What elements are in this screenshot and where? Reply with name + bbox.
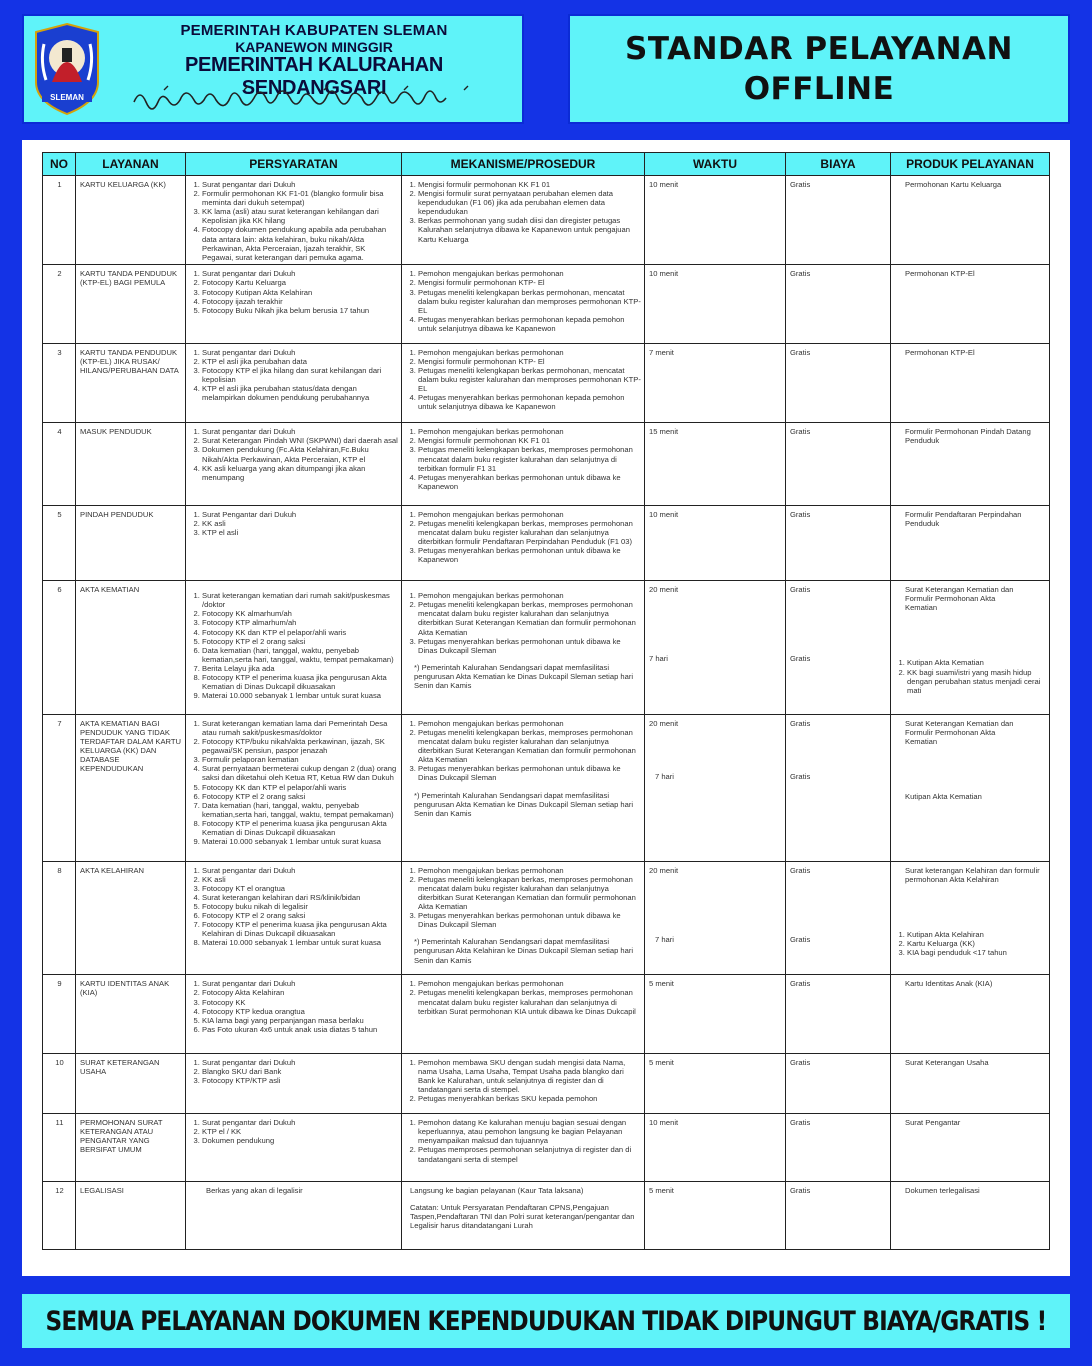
- row-persyaratan: Berkas yang akan di legalisir: [186, 1181, 402, 1249]
- col-header-biaya: BIAYA: [786, 153, 891, 176]
- list-item: 2. Petugas menyerahkan berkas SKU kepada pemohon: [418, 1094, 641, 1103]
- row-mekanisme: [402, 861, 645, 975]
- sleman-emblem-icon: [32, 22, 102, 116]
- row-catatan: *) Pemerintah Kalurahan Sendangsari dapat memfasilitasi pengurusan Akta Kematian ke Dinas Dukcapil Sleman setiap hari Senin dan Kamis: [414, 790, 634, 818]
- row-mekanisme: [402, 1114, 645, 1181]
- list-item: 3. Petugas meneliti kelengkapan berkas, memproses permohonan mencatat dalam buku register kalurahan dan selanjutnya di terbitkan formulir F1 31: [418, 445, 641, 472]
- row-biaya: [786, 861, 891, 975]
- row-layanan: PINDAH PENDUDUK: [76, 505, 186, 580]
- table-row: [43, 176, 1050, 265]
- list-item: 9. Materai 10.000 sebanyak 1 lembar untuk surat kuasa: [202, 691, 398, 700]
- footer-free-service-notice: SEMUA PELAYANAN DOKUMEN KEPENDUDUKAN TIDAK DIPUNGUT BIAYA/GRATIS !: [45, 1305, 1047, 1337]
- list-item: 2. Fotocopy KK almarhum/ah: [202, 609, 398, 618]
- row-layanan: KARTU KELUARGA (KK): [76, 176, 186, 265]
- biaya-value: Gratis: [790, 934, 811, 944]
- list-item: 3. Petugas menyerahkan berkas permohonan untuk dibawa ke Dinas Dukcapil Sleman: [418, 764, 641, 782]
- table-row: [43, 423, 1050, 505]
- row-biaya: [786, 714, 891, 861]
- list-item: 6. Pas Foto ukuran 4x6 untuk anak usia diatas 5 tahun: [202, 1025, 398, 1034]
- row-no: 2: [43, 265, 76, 343]
- table-row: [43, 714, 1050, 861]
- row-layanan: AKTA KELAHIRAN: [76, 861, 186, 975]
- biaya-value: Gratis: [790, 771, 811, 781]
- list-item: 4. KK asli keluarga yang akan ditumpangi jika akan menumpang: [202, 464, 398, 482]
- row-waktu: 5 menit: [645, 1181, 786, 1249]
- row-no: 7: [43, 714, 76, 861]
- table-row: [43, 505, 1050, 580]
- row-mekanisme: [402, 265, 645, 343]
- waktu-value: 20 menit: [649, 718, 679, 728]
- list-item: 7. Data kematian (hari, tanggal, waktu, penyebab kematian,serta hari, tanggal, waktu, tempat pemakaman): [202, 801, 398, 819]
- row-mekanisme: [402, 423, 645, 505]
- list-item: 2. Petugas meneliti kelengkapan berkas, memproses permohonan mencatat dalam buku register kalurahan dan selanjutnya di terbitkan Surat permohonan KIA untuk dibawa ke Dinas Dukcapil: [418, 988, 641, 1015]
- list-item: 3. KIA bagi penduduk <17 tahun: [907, 948, 1046, 957]
- row-mekanisme: [402, 505, 645, 580]
- title-offline: OFFLINE: [743, 71, 895, 107]
- row-produk: Surat Keterangan Usaha: [891, 1053, 1050, 1113]
- list-item: 4. Petugas menyerahkan berkas permohonan kepada pemohon untuk selanjutnya dibawa ke Kapanewon: [418, 393, 641, 411]
- list-item: 8. Fotocopy KTP el penerima kuasa jika pengurusan Akta Kematian di Dinas Dukcapil dikuasakan: [202, 673, 398, 691]
- row-no: 4: [43, 423, 76, 505]
- row-layanan: MASUK PENDUDUK: [76, 423, 186, 505]
- list-item: 2. KTP el asli jika perubahan data: [202, 357, 398, 366]
- row-persyaratan: [186, 423, 402, 505]
- row-no: 5: [43, 505, 76, 580]
- list-item: 3. KK lama (asli) atau surat keterangan kehilangan dari Kepolisian jika KK hilang: [202, 207, 398, 225]
- list-item: 3. Fotocopy KTP el jika hilang dan surat kehilangan dari kepolisian: [202, 366, 398, 384]
- row-biaya: Gratis: [786, 1053, 891, 1113]
- list-item: 2. Petugas meneliti kelengkapan berkas, memproses permohonan mencatat dalam buku register kalurahan dan selanjutnya diterbitkan formulir Pendaftaran Perpindahan Penduduk (F1 03): [418, 519, 641, 546]
- row-produk: Permohonan KTP-El: [891, 265, 1050, 343]
- list-item: 2. Fotocopy Kartu Keluarga: [202, 278, 398, 287]
- row-persyaratan: [186, 861, 402, 975]
- list-item: 5. KIA lama bagi yang perpanjangan masa berlaku: [202, 1016, 398, 1025]
- list-item: 4. Surat keterangan kelahiran dari RS/klinik/bidan: [202, 893, 398, 902]
- list-item: 1. Pemohon mengajukan berkas permohonan: [418, 269, 641, 278]
- header-line-regency: PEMERINTAH KABUPATEN SLEMAN: [180, 22, 448, 39]
- list-item: 1. Surat pengantar dari Dukuh: [202, 1118, 398, 1127]
- list-item: 3. Petugas meneliti kelengkapan berkas permohonan, mencatat dalam buku register kalurahan dan memproses permohonan KTP-EL: [418, 288, 641, 315]
- list-item: 4. Fotocopy KTP kedua orangtua: [202, 1007, 398, 1016]
- list-item: 3. Fotocopy KK: [202, 998, 398, 1007]
- list-item: 6. Data kematian (hari, tanggal, waktu, penyebab kematian,serta hari, tanggal, waktu, tempat pemakaman): [202, 646, 398, 664]
- list-item: 3. Petugas menyerahkan berkas permohonan untuk dibawa ke Kapanewon: [418, 546, 641, 564]
- list-item: 3. Formulir pelaporan kematian: [202, 755, 398, 764]
- row-layanan: KARTU TANDA PENDUDUK (KTP-EL) BAGI PEMULA: [76, 265, 186, 343]
- table-header-row: [43, 153, 1050, 176]
- produk-value: Surat Keterangan Kematian dan Formulir Permohonan Akta Kematian: [905, 718, 1014, 747]
- list-item: 1. Pemohon mengajukan berkas permohonan: [418, 591, 641, 600]
- list-item: 2. KK asli: [202, 519, 398, 528]
- list-item: 1. Pemohon mengajukan berkas permohonan: [418, 348, 641, 357]
- list-item: 1. Surat pengantar dari Dukuh: [202, 427, 398, 436]
- row-mekanisme: [402, 975, 645, 1053]
- list-item: 3. Dokumen pendukung: [202, 1136, 398, 1145]
- list-item: 2. Petugas meneliti kelengkapan berkas, memproses permohonan mencatat dalam buku register kalurahan dan selanjutnya diterbitkan Surat Keterangan Kematian dan formulir permohonan Akta Kematian: [418, 600, 641, 636]
- list-item: 3. Fotocopy Kutipan Akta Kelahiran: [202, 288, 398, 297]
- row-persyaratan: [186, 343, 402, 422]
- list-item: 1. Surat pengantar dari Dukuh: [202, 979, 398, 988]
- list-item: 2. KTP el / KK: [202, 1127, 398, 1136]
- list-item: 1. Pemohon mengajukan berkas permohonan: [418, 866, 641, 875]
- col-header-layanan: LAYANAN: [76, 153, 186, 176]
- row-no: 1: [43, 176, 76, 265]
- title-standar-pelayanan: STANDAR PELAYANAN: [625, 31, 1013, 67]
- row-layanan: AKTA KEMATIAN BAGI PENDUDUK YANG TIDAK TERDAFTAR DALAM KARTU KELUARGA (KK) DAN DATABASE KEPENDUDUKAN: [76, 714, 186, 861]
- list-item: 1. Kutipan Akta Kelahiran: [907, 930, 1046, 939]
- row-produk: Formulir Permohonan Pindah Datang Penduduk: [891, 423, 1050, 505]
- list-item: 5. Fotocopy KTP el 2 orang saksi: [202, 637, 398, 646]
- row-no: 12: [43, 1181, 76, 1249]
- row-produk: Permohonan KTP-El: [891, 343, 1050, 422]
- row-persyaratan: [186, 1053, 402, 1113]
- list-item: 2. Petugas meneliti kelengkapan berkas, memproses permohonan mencatat dalam buku register kalurahan dan selanjutnya diterbitkan Surat Keterangan Kematian dan formulir permohonan Akta Kematian: [418, 728, 641, 764]
- list-item: 1. Surat pengantar dari Dukuh: [202, 180, 398, 189]
- waktu-value: 7 hari: [649, 654, 668, 664]
- row-biaya: Gratis: [786, 265, 891, 343]
- list-item: 2. Surat Keterangan Pindah WNI (SKPWNI) dari daerah asal: [202, 436, 398, 445]
- header-line-kapanewon: KAPANEWON MINGGIR: [235, 39, 393, 55]
- row-persyaratan: [186, 1114, 402, 1181]
- list-item: 1. Pemohon mengajukan berkas permohonan: [418, 979, 641, 988]
- list-item: 4. Petugas menyerahkan berkas permohonan untuk dibawa ke Kapanewon: [418, 473, 641, 491]
- list-item: 5. Fotocopy KK dan KTP el pelapor/ahli waris: [202, 783, 398, 792]
- row-waktu: 7 menit: [645, 343, 786, 422]
- row-no: 9: [43, 975, 76, 1053]
- row-mekanisme: [402, 1181, 645, 1249]
- row-biaya: Gratis: [786, 343, 891, 422]
- list-item: 3. Fotocopy KT el orangtua: [202, 884, 398, 893]
- list-item: 2. Blangko SKU dari Bank: [202, 1067, 398, 1076]
- row-mekanisme: [402, 581, 645, 715]
- biaya-value: Gratis: [790, 865, 811, 875]
- row-biaya: Gratis: [786, 505, 891, 580]
- row-produk: Dokumen terlegalisasi: [891, 1181, 1050, 1249]
- row-produk: [891, 861, 1050, 975]
- table-row: [43, 265, 1050, 343]
- col-header-produk: PRODUK PELAYANAN: [891, 153, 1050, 176]
- col-header-mekanisme: MEKANISME/PROSEDUR: [402, 153, 645, 176]
- list-item: 1. Surat pengantar dari Dukuh: [202, 1058, 398, 1067]
- list-item: 3. KTP el asli: [202, 528, 398, 537]
- list-item: 9. Materai 10.000 sebanyak 1 lembar untuk surat kuasa: [202, 837, 398, 846]
- list-item: 1. Surat pengantar dari Dukuh: [202, 866, 398, 875]
- footer-banner: [22, 1294, 1070, 1348]
- header-title-banner: [568, 14, 1070, 124]
- table-row: [43, 1181, 1050, 1249]
- list-item: 1. Surat keterangan kematian dari rumah sakit/puskesmas /doktor: [202, 591, 398, 609]
- col-header-waktu: WAKTU: [645, 153, 786, 176]
- list-item: 2. Kartu Keluarga (KK): [907, 939, 1046, 948]
- row-layanan: PERMOHONAN SURAT KETERANGAN ATAU PENGANTAR YANG BERSIFAT UMUM: [76, 1114, 186, 1181]
- row-waktu: 10 menit: [645, 1114, 786, 1181]
- list-item: 1. Surat pengantar dari Dukuh: [202, 348, 398, 357]
- list-item: 4. Fotocopy ijazah terakhir: [202, 297, 398, 306]
- list-item: 2. Petugas meneliti kelengkapan berkas, memproses permohonan mencatat dalam buku register kalurahan dan selanjutnya diterbitkan Surat Keterangan Kematian dan formulir permohonan Akta Kematian: [418, 875, 641, 911]
- produk-value: Kutipan Akta Kematian: [905, 792, 982, 802]
- service-table-panel: [22, 140, 1070, 1276]
- row-layanan: LEGALISASI: [76, 1181, 186, 1249]
- list-item: 2. Fotocopy KTP/buku nikah/akta perkawinan, ijazah, SK pegawai/SK pensiun, paspor jenazah: [202, 737, 398, 755]
- list-item: 1. Pemohon mengajukan berkas permohonan: [418, 510, 641, 519]
- list-item: 4. Fotocopy dokumen pendukung apabila ada perubahan data antara lain: akta kelahiran, buku nikah/Akta Perkawinan, Akta Perceraian, Ijazah terakhir, SK Pegawai, surat keterangan dari pemuka agama.: [202, 225, 398, 261]
- row-waktu: 5 menit: [645, 975, 786, 1053]
- table-row: [43, 861, 1050, 975]
- list-item: 8. Fotocopy KTP el penerima kuasa jika pengurusan Akta Kematian di Dinas Dukcapil dikuasakan: [202, 819, 398, 837]
- produk-value: Surat Keterangan Kematian dan Formulir Permohonan Akta Kematian: [905, 585, 1014, 613]
- list-item: 2. Mengisi formulir permohonan KTP- El: [418, 357, 641, 366]
- row-biaya: Gratis: [786, 975, 891, 1053]
- list-item: 3. Petugas menyerahkan berkas permohonan untuk dibawa ke Dinas Dukcapil Sleman: [418, 637, 641, 655]
- list-item: 1. Surat pengantar dari Dukuh: [202, 269, 398, 278]
- list-item: 3. Fotocopy KTP almarhum/ah: [202, 618, 398, 627]
- list-item: 3. Berkas permohonan yang sudah diisi dan diregister petugas Kalurahan selanjutnya dibawa ke Kapanewon untuk pengajuan Kartu Keluarga: [418, 216, 641, 243]
- row-persyaratan: [186, 505, 402, 580]
- list-item: 4. Fotocopy KK dan KTP el pelapor/ahli waris: [202, 628, 398, 637]
- row-mekanisme: [402, 714, 645, 861]
- list-item: 4. Petugas menyerahkan berkas permohonan kepada pemohon untuk selanjutnya dibawa ke Kapanewon: [418, 315, 641, 333]
- row-no: 10: [43, 1053, 76, 1113]
- header-left-banner: [22, 14, 524, 124]
- biaya-value: Gratis: [790, 718, 811, 728]
- produk-value: Surat keterangan Kelahiran dan formulir permohonan Akta Kelahiran: [905, 865, 1040, 884]
- row-mekanisme: [402, 343, 645, 422]
- table-row: [43, 1114, 1050, 1181]
- row-persyaratan: [186, 975, 402, 1053]
- list-item: 8. Materai 10.000 sebanyak 1 lembar untuk surat kuasa: [202, 938, 398, 947]
- list-item: 7. Berita Lelayu jika ada: [202, 664, 398, 673]
- row-persyaratan: [186, 581, 402, 715]
- list-item: 3. Fotocopy KTP/KTP asli: [202, 1076, 398, 1085]
- javanese-script-icon: [124, 82, 504, 112]
- list-item: 2. KK bagi suami/istri yang masih hidup dengan perubahan status menjadi cerai mati: [907, 668, 1046, 695]
- list-item: 2. Formulir permohonan KK F1-01 (blangko formulir bisa meminta dari dukuh setempat): [202, 189, 398, 207]
- row-layanan: KARTU TANDA PENDUDUK (KTP-EL) JIKA RUSAK/ HILANG/PERUBAHAN DATA: [76, 343, 186, 422]
- row-waktu: 10 menit: [645, 505, 786, 580]
- row-catatan: *) Pemerintah Kalurahan Sendangsari dapat memfasilitasi pengurusan Akta Kelahiran ke Dinas Dukcapil Sleman setiap hari Senin dan Kamis: [414, 937, 634, 965]
- service-standard-table: [42, 152, 1050, 1250]
- row-biaya: [786, 581, 891, 715]
- biaya-value: Gratis: [790, 654, 811, 664]
- row-no: 3: [43, 343, 76, 422]
- mekanisme-value: Langsung ke bagian pelayanan (Kaur Tata laksana): [410, 1185, 584, 1195]
- col-header-no: NO: [43, 153, 76, 176]
- row-waktu: 10 menit: [645, 265, 786, 343]
- row-waktu: [645, 581, 786, 715]
- row-layanan: KARTU IDENTITAS ANAK (KIA): [76, 975, 186, 1053]
- row-waktu: [645, 714, 786, 861]
- row-catatan: Catatan: Untuk Persyaratan Pendaftaran CPNS,Pengajuan Taspen,Pendaftaran TNI dan Polri surat keterangan/pengantar dan Legalisir harus ditandatangani Lurah: [410, 1202, 635, 1230]
- row-biaya: Gratis: [786, 1181, 891, 1249]
- row-produk: [891, 714, 1050, 861]
- table-row: [43, 581, 1050, 715]
- row-waktu: 15 menit: [645, 423, 786, 505]
- list-item: 1. Pemohon mengajukan berkas permohonan: [418, 719, 641, 728]
- biaya-value: Gratis: [790, 585, 811, 595]
- list-item: 1. Surat keterangan kematian lama dari Pemerintah Desa atau rumah sakit/puskesmas/doktor: [202, 719, 398, 737]
- list-item: 2. Mengisi formulir surat pernyataan perubahan elemen data kependudukan (F1 06) jika ada perubahan elemen data kependudukan: [418, 189, 641, 216]
- row-layanan: SURAT KETERANGAN USAHA: [76, 1053, 186, 1113]
- list-item: 2. Mengisi formulir permohonan KTP- El: [418, 278, 641, 287]
- row-persyaratan: [186, 176, 402, 265]
- list-item: 3. Petugas menyerahkan berkas permohonan untuk dibawa ke Dinas Dukcapil Sleman: [418, 911, 641, 929]
- list-item: 2. Petugas memproses permohonan selanjutnya di register dan di tandatangani serta di stempel: [418, 1145, 641, 1163]
- row-produk: [891, 581, 1050, 715]
- row-waktu: 10 menit: [645, 176, 786, 265]
- row-produk: Formulir Pendaftaran Perpindahan Penduduk: [891, 505, 1050, 580]
- row-mekanisme: [402, 1053, 645, 1113]
- table-row: [43, 1053, 1050, 1113]
- row-layanan: AKTA KEMATIAN: [76, 581, 186, 715]
- logo-label: SLEMAN: [50, 93, 84, 102]
- list-item: 6. Fotocopy KTP el 2 orang saksi: [202, 911, 398, 920]
- list-item: 1. Kutipan Akta Kematian: [907, 658, 1046, 667]
- row-waktu: [645, 861, 786, 975]
- list-item: 6. Fotocopy KTP el 2 orang saksi: [202, 792, 398, 801]
- list-item: 1. Pemohon datang Ke kalurahan menuju bagian sesuai dengan keperluannya, atau pemohon langsung ke bagian Pelayanan menyampaikan maksud dan tujuannya: [418, 1118, 641, 1145]
- list-item: 1. Mengisi formulir permohonan KK F1 01: [418, 180, 641, 189]
- list-item: 5. Fotocopy buku nikah di legalisir: [202, 902, 398, 911]
- list-item: 3. Petugas meneliti kelengkapan berkas permohonan, mencatat dalam buku register kalurahan dan memproses permohonan KTP-EL: [418, 366, 641, 393]
- row-produk: Kartu Identitas Anak (KIA): [891, 975, 1050, 1053]
- list-item: 1. Surat Pengantar dari Dukuh: [202, 510, 398, 519]
- row-produk: Surat Pengantar: [891, 1114, 1050, 1181]
- row-no: 8: [43, 861, 76, 975]
- row-biaya: Gratis: [786, 423, 891, 505]
- list-item: 2. Mengisi formulir permohonan KK F1 01: [418, 436, 641, 445]
- table-row: [43, 975, 1050, 1053]
- list-item: 4. Surat pernyataan bermeterai cukup dengan 2 (dua) orang saksi dan diketahui oleh Ketua RT, Ketua RW dan Dukuh: [202, 764, 398, 782]
- row-no: 6: [43, 581, 76, 715]
- row-persyaratan: [186, 265, 402, 343]
- list-item: 3. Dokumen pendukung (Fc.Akta Kelahiran,Fc.Buku Nikah/Akta Perkawinan, Akta Perceraian, KTP el: [202, 445, 398, 463]
- row-waktu: 5 menit: [645, 1053, 786, 1113]
- list-item: 5. Fotocopy Buku Nikah jika belum berusia 17 tahun: [202, 306, 398, 315]
- row-biaya: Gratis: [786, 176, 891, 265]
- list-item: 1. Pemohon membawa SKU dengan sudah mengisi data Nama, nama Usaha, Lama Usaha, Tempat Usaha pada blangko dari Bank ke Kalurahan, untuk selanjutnya di register dan di tandatangani serta di stempel.: [418, 1058, 641, 1094]
- list-item: 2. Fotocopy Akta Kelahiran: [202, 988, 398, 997]
- list-item: 4. KTP el asli jika perubahan status/data dengan melampirkan dokumen pendukung perubahannya: [202, 384, 398, 402]
- row-catatan: *) Pemerintah Kalurahan Sendangsari dapat memfasilitasi pengurusan Akta Kematian ke Dinas Dukcapil Sleman setiap hari Senin dan Kamis: [414, 662, 634, 690]
- waktu-value: 7 hari: [655, 934, 674, 944]
- waktu-value: 20 menit: [649, 585, 679, 595]
- list-item: 7. Fotocopy KTP el penerima kuasa jika pengurusan Akta Kelahiran di Dinas Dukcapil dikuasakan: [202, 920, 398, 938]
- table-row: [43, 343, 1050, 422]
- header-line-kalurahan: PEMERINTAH KALURAHAN SENDANGSARI: [184, 54, 444, 99]
- row-no: 11: [43, 1114, 76, 1181]
- row-persyaratan: [186, 714, 402, 861]
- row-mekanisme: [402, 176, 645, 265]
- col-header-persyaratan: PERSYARATAN: [186, 153, 402, 176]
- row-biaya: Gratis: [786, 1114, 891, 1181]
- row-produk: Permohonan Kartu Keluarga: [891, 176, 1050, 265]
- list-item: 1. Pemohon mengajukan berkas permohonan: [418, 427, 641, 436]
- list-item: 2. KK asli: [202, 875, 398, 884]
- waktu-value: 7 hari: [655, 771, 674, 781]
- waktu-value: 20 menit: [649, 865, 679, 875]
